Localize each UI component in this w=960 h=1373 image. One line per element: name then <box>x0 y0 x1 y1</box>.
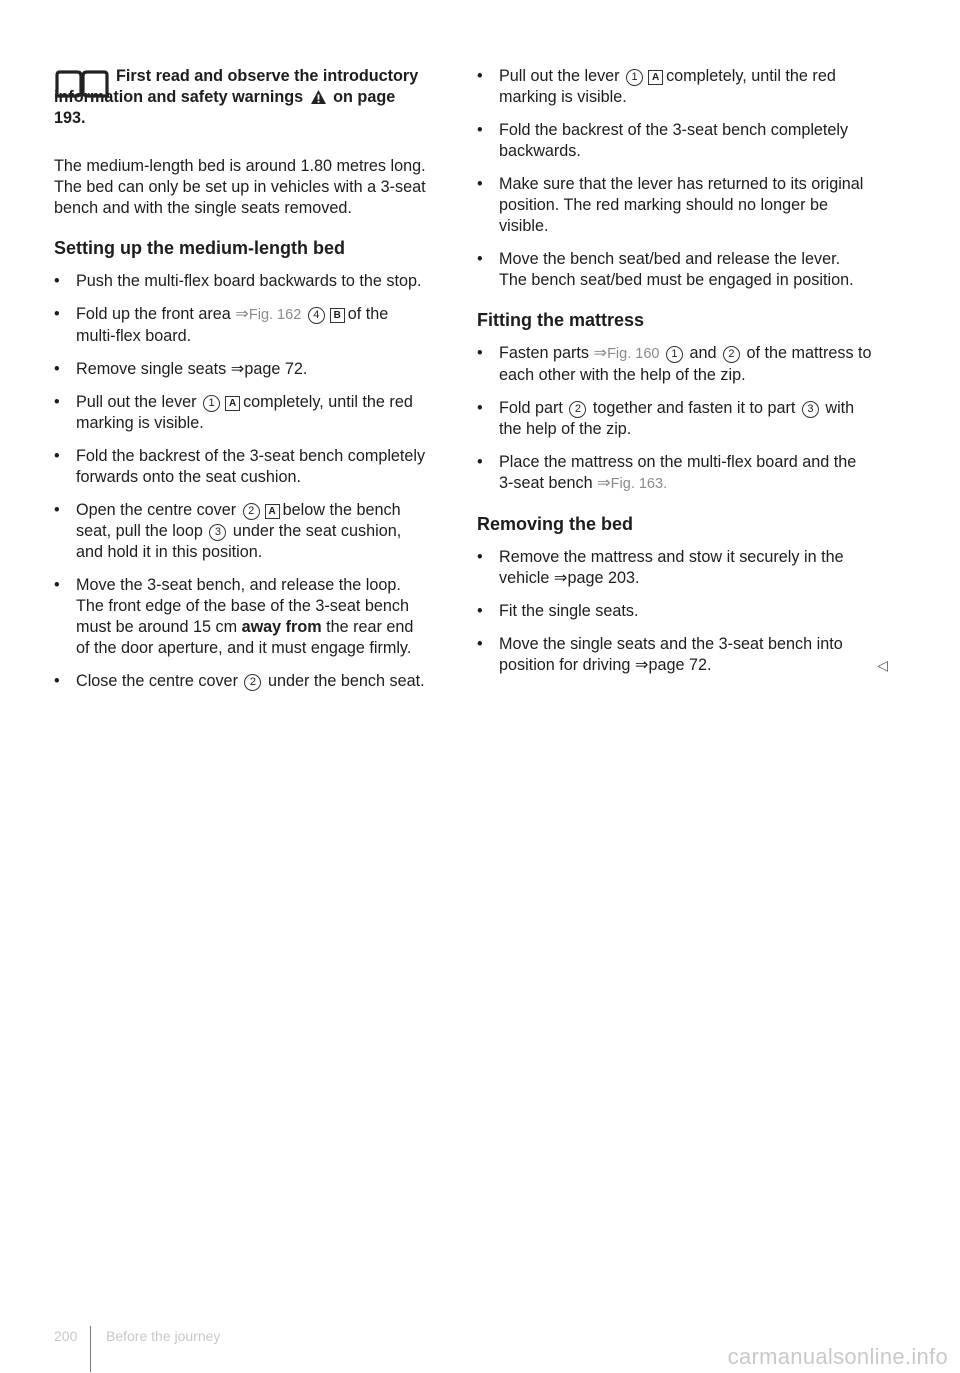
left-column <box>54 66 429 704</box>
warning-triangle-icon <box>310 89 327 105</box>
callout-letter: A <box>648 70 663 85</box>
callout-number: 1 <box>203 395 220 412</box>
right-column <box>477 66 888 688</box>
description-paragraph: The medium-length bed is around 1.80 metres long. The bed can only be set up in vehicles with a 3-seat bench and with the single seats removed. <box>54 157 426 217</box>
section-heading-mattress: Fitting the mattress <box>477 310 645 330</box>
list-item: • Move the bench seat/bed and release the lever. The bench seat/bed must be engaged in position. <box>477 250 854 289</box>
fig-reference-link[interactable]: ⇒Fig. 163. <box>597 474 668 492</box>
intro-note <box>54 66 429 129</box>
list-item: • Place the mattress on the multi-flex board and the 3-seat bench ⇒Fig. 163. <box>477 453 857 492</box>
section-heading-removing: Removing the bed <box>477 514 634 534</box>
callout-number: 2 <box>243 503 260 520</box>
callout-number: 3 <box>802 401 819 418</box>
list-item: • Make sure that the lever has returned to its original position. The red marking should no longer be visible. <box>477 175 864 235</box>
list-item: • Push the multi-flex board backwards to the stop. <box>54 272 422 290</box>
list-item: • Fasten parts ⇒Fig. 160 1 and 2 of the mattress to each other with the help of the zip. <box>477 344 872 384</box>
callout-number: 2 <box>244 674 261 691</box>
list-item: • Close the centre cover 2 under the bench seat. <box>54 672 425 690</box>
callout-letter: A <box>265 504 280 519</box>
intro-line: First read and observe the introductory information and safety warnings <box>54 67 419 106</box>
section-heading-setup: Setting up the medium-length bed <box>54 238 345 258</box>
list-item: • Fold the backrest of the 3-seat bench completely backwards. <box>477 121 849 160</box>
callout-letter: A <box>225 396 240 411</box>
watermark: carmanualsonline.info <box>727 1344 948 1369</box>
callout-number: 2 <box>569 401 586 418</box>
intro-page-ref: on page 193. <box>54 88 396 127</box>
book-icon <box>54 69 110 99</box>
list-item: • Remove single seats ⇒page 72. <box>54 360 308 378</box>
fig-reference-link[interactable]: ⇒Fig. 162 <box>235 305 302 323</box>
page-number: 200 <box>54 1328 78 1344</box>
page-reference-link[interactable]: ⇒page 203. <box>553 569 640 587</box>
list-item: • Remove the mattress and stow it securely in the vehicle ⇒page 203. <box>477 548 844 587</box>
list-item: • Fold part 2 together and fasten it to part 3 with the help of the zip. <box>477 399 855 438</box>
section-end-icon: ◁ <box>877 657 888 673</box>
callout-number: 1 <box>626 69 643 86</box>
list-item: • Pull out the lever 1 A completely, until the red marking is visible. <box>477 67 836 106</box>
intro-text <box>54 66 429 129</box>
list-item: • Fit the single seats. <box>477 602 639 620</box>
list-item: • Move the 3-seat bench, and release the loop. The front edge of the base of the 3-seat bench must be around 15 cm away from the rear end of the door aperture, and it must engage firmly. <box>54 576 414 657</box>
list-item: • Fold up the front area ⇒Fig. 162 4 B of the multi-flex board. <box>54 305 389 345</box>
callout-number: 1 <box>666 346 683 363</box>
list-item: • Move the single seats and the 3-seat bench into position for driving ⇒page 72. ◁ <box>477 635 888 674</box>
list-item: • Open the centre cover 2 A below the bench seat, pull the loop 3 under the seat cushion, and hold it in this position. <box>54 501 402 561</box>
page-reference-link[interactable]: ⇒page 72. <box>634 656 712 674</box>
callout-number: 4 <box>308 307 325 324</box>
footer-divider <box>90 1326 91 1372</box>
page-reference-link[interactable]: ⇒page 72. <box>230 360 308 378</box>
chapter-title: Before the journey <box>106 1328 221 1344</box>
fig-reference-link[interactable]: ⇒Fig. 160 <box>593 344 660 362</box>
callout-number: 2 <box>723 346 740 363</box>
page-footer <box>54 1328 354 1372</box>
callout-letter: B <box>330 308 345 323</box>
list-item: • Pull out the lever 1 A completely, until the red marking is visible. <box>54 393 413 432</box>
list-item: • Fold the backrest of the 3-seat bench completely forwards onto the seat cushion. <box>54 447 426 486</box>
callout-number: 3 <box>209 524 226 541</box>
